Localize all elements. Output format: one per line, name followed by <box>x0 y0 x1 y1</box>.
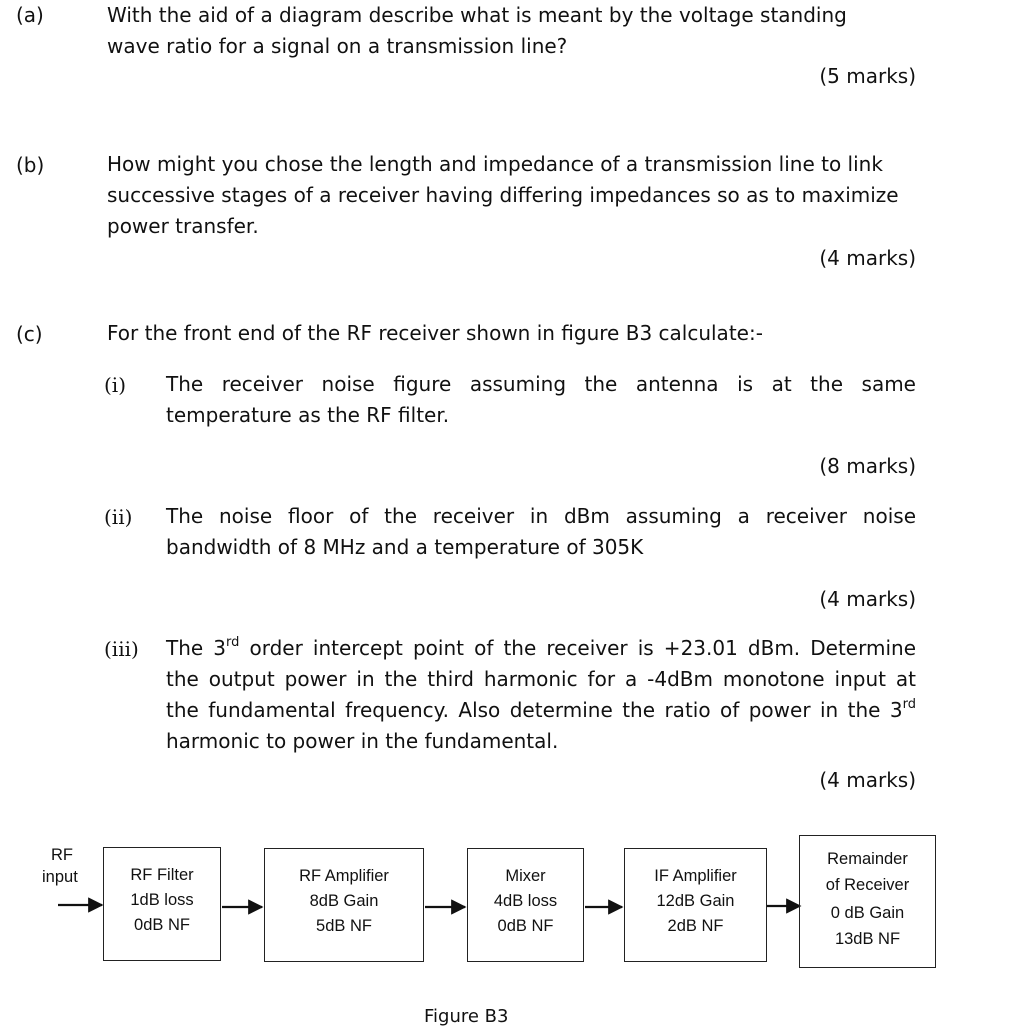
part-a-line-1: With the aid of a diagram describe what is meant by the voltage standing <box>107 3 847 27</box>
part-a-label: (a) <box>16 3 44 27</box>
part-b-line-3: power transfer. <box>107 214 259 238</box>
part-c-ii-marks: (4 marks) <box>819 587 916 611</box>
superscript-rd: rd <box>902 697 916 712</box>
remainder-of-receiver-block: Remainder of Receiver 0 dB Gain 13dB NF <box>799 835 936 968</box>
part-c-intro: For the front end of the RF receiver shown in figure B3 calculate:- <box>107 321 763 345</box>
part-c-iii-marks: (4 marks) <box>819 768 916 792</box>
rf-input-label: input <box>42 868 78 886</box>
part-c-label: (c) <box>16 322 43 346</box>
superscript-rd: rd <box>226 635 240 650</box>
part-a-marks: (5 marks) <box>819 64 916 88</box>
figure-caption: Figure B3 <box>424 1006 509 1027</box>
part-c-i-label: (i) <box>104 373 127 397</box>
part-c-ii-line-1: The noise floor of the receiver in dBm assuming a receiver noise <box>166 504 916 528</box>
part-c-iii-line-3: the fundamental frequency. Also determine the ratio of power in the 3rd <box>166 697 916 722</box>
rf-input-label: RF <box>51 846 73 864</box>
part-b-line-1: How might you chose the length and impedance of a transmission line to link <box>107 152 883 176</box>
part-a-line-2: wave ratio for a signal on a transmission line? <box>107 34 568 58</box>
part-b-label: (b) <box>16 153 45 177</box>
if-amplifier-block: IF Amplifier 12dB Gain 2dB NF <box>624 848 767 962</box>
part-c-i-line-1: The receiver noise figure assuming the antenna is at the same <box>166 372 916 396</box>
mixer-block: Mixer 4dB loss 0dB NF <box>467 848 584 962</box>
part-b-marks: (4 marks) <box>819 246 916 270</box>
part-c-iii-line-1: The 3rd order intercept point of the receiver is +23.01 dBm. Determine <box>166 635 916 660</box>
rf-amplifier-block: RF Amplifier 8dB Gain 5dB NF <box>264 848 424 962</box>
part-c-ii-label: (ii) <box>104 505 133 529</box>
part-c-i-line-2: temperature as the RF filter. <box>166 403 450 427</box>
part-b-line-2: successive stages of a receiver having differing impedances so as to maximize <box>107 183 899 207</box>
rf-filter-block: RF Filter 1dB loss 0dB NF <box>103 847 221 961</box>
part-c-iii-label: (iii) <box>104 637 139 661</box>
part-c-i-marks: (8 marks) <box>819 454 916 478</box>
part-c-iii-line-4: harmonic to power in the fundamental. <box>166 729 559 753</box>
part-c-ii-line-2: bandwidth of 8 MHz and a temperature of 305K <box>166 535 644 559</box>
part-c-iii-line-2: the output power in the third harmonic for a -4dBm monotone input at <box>166 667 916 691</box>
